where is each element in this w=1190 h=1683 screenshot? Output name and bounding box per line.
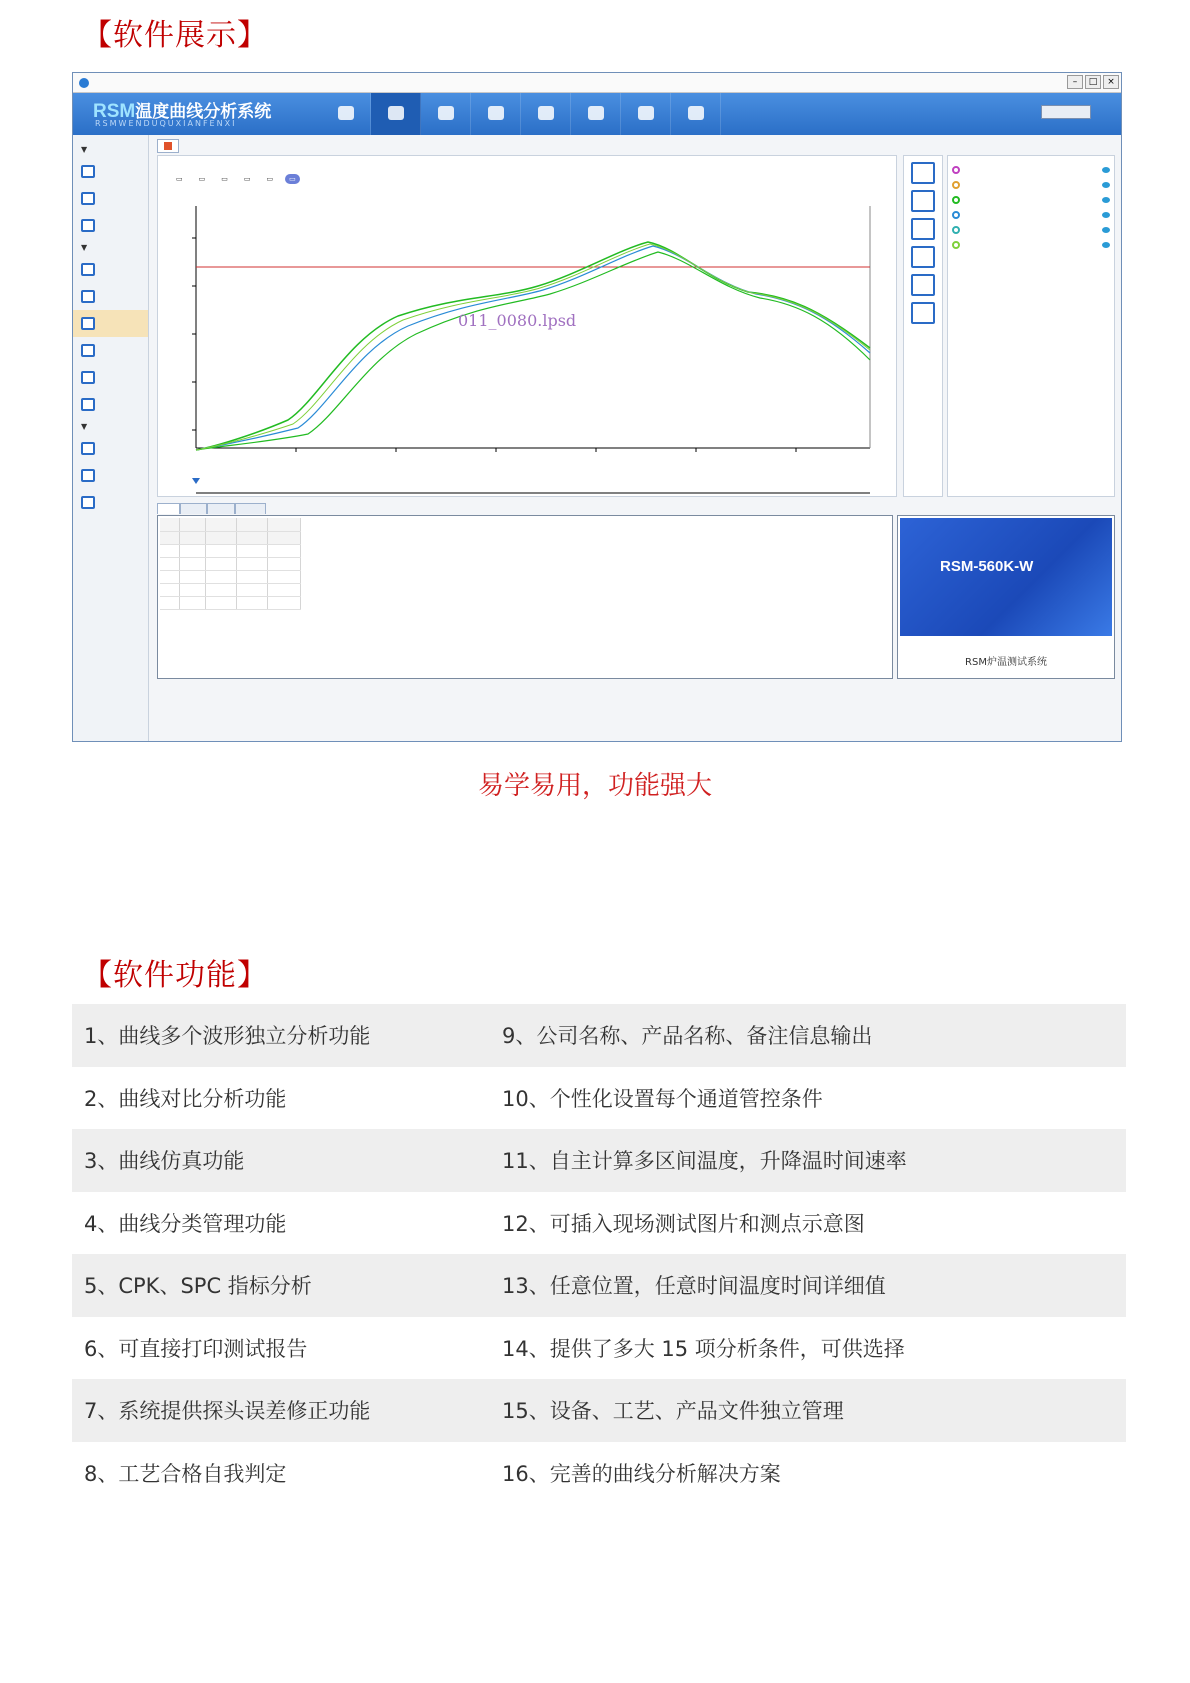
table-row[interactable]: [160, 570, 300, 583]
screenshot-caption: 易学易用，功能强大: [477, 771, 712, 801]
toolbar-icon: [388, 106, 404, 120]
legend-row[interactable]: [952, 237, 1110, 252]
brand-name: 温度曲线分析系统: [135, 102, 272, 121]
toolbar-button-8[interactable]: [671, 93, 721, 135]
brand-subtitle: RSMWENDUQUXIANFENXI: [95, 119, 237, 128]
minimize-icon[interactable]: –: [1067, 75, 1083, 89]
toolbar-button-1[interactable]: [321, 93, 371, 135]
window-controls: [1067, 75, 1119, 89]
toolbar-button-5[interactable]: [521, 93, 571, 135]
result-table: [160, 518, 301, 610]
feature-item: 12、可插入现场测试图片和测点示意图: [502, 1211, 865, 1236]
sidebar-item[interactable]: [73, 364, 148, 391]
sidebar-item[interactable]: [73, 256, 148, 283]
main-area: [153, 135, 1115, 741]
chart-tool[interactable]: ▭: [176, 175, 183, 183]
file-label: 011_0080.lpsd: [458, 311, 577, 330]
chart-toolrow: [172, 174, 300, 184]
sidebar-item-active[interactable]: [73, 310, 148, 337]
result-tab[interactable]: [207, 503, 234, 514]
sidebar-item[interactable]: [73, 212, 148, 239]
toolbar-icon: [488, 106, 504, 120]
chart-tool[interactable]: ▭: [266, 175, 274, 183]
toolbar-icon: [638, 106, 654, 120]
sidebar-icon: [81, 344, 95, 357]
feature-item: 4、曲线分类管理功能: [84, 1211, 287, 1236]
table-row[interactable]: [160, 583, 300, 596]
result-tab[interactable]: [180, 503, 207, 514]
toolbar-button-3[interactable]: [421, 93, 471, 135]
table-row[interactable]: [160, 557, 300, 570]
maximize-icon[interactable]: □: [1085, 75, 1101, 89]
device-name: RSM-560K-W: [940, 558, 1034, 575]
sidebar-group: ▼: [81, 145, 88, 154]
device-panel: [897, 515, 1115, 679]
chart-tool[interactable]: ▭: [243, 175, 251, 183]
sidebar-icon: [81, 317, 95, 330]
sidebar-item[interactable]: [73, 158, 148, 185]
curve-legend-panel: [947, 155, 1115, 497]
toolbar-icon: [438, 106, 454, 120]
device-photo: [900, 518, 1112, 636]
feature-item: 9、公司名称、产品名称、备注信息输出: [502, 1024, 873, 1049]
series-dot-icon: [952, 166, 960, 174]
feature-row: [72, 1442, 1126, 1505]
feature-item: 8、工艺合格自我判定: [84, 1461, 287, 1486]
result-tabs: [157, 503, 266, 514]
eye-icon[interactable]: [1102, 182, 1110, 188]
sidebar-item[interactable]: [73, 435, 148, 462]
sidebar-icon: [81, 469, 95, 482]
sidebar-icon: [81, 442, 95, 455]
feature-row: [72, 1192, 1126, 1255]
legend-row[interactable]: [952, 222, 1110, 237]
feature-item: 6、可直接打印测试报告: [84, 1336, 308, 1361]
features-grid: [72, 1004, 1126, 1504]
result-table-panel: [157, 515, 893, 679]
legend-row[interactable]: [952, 192, 1110, 207]
chart-tool[interactable]: ▭: [198, 175, 206, 183]
software-screenshot: [72, 72, 1122, 742]
document-tab[interactable]: [157, 139, 179, 153]
feature-item: 11、自主计算多区间温度，升降温时间速率: [502, 1149, 907, 1174]
series-dot-icon: [952, 181, 960, 189]
sidebar-item[interactable]: [73, 185, 148, 212]
feature-row: [72, 1317, 1126, 1380]
feature-item: 3、曲线仿真功能: [84, 1149, 245, 1174]
sidebar-item[interactable]: [73, 489, 148, 516]
feature-item: 2、曲线对比分析功能: [84, 1086, 287, 1111]
curve-tool-icon[interactable]: [911, 190, 935, 212]
sidebar-group: ▼: [81, 243, 88, 252]
eye-icon[interactable]: [1102, 227, 1110, 233]
feature-item: 16、完善的曲线分析解决方案: [502, 1461, 781, 1486]
curve-1[interactable]: [196, 242, 870, 450]
window-titlebar: [73, 73, 1121, 93]
app-body: [73, 135, 1121, 741]
toolbar-button-7[interactable]: [621, 93, 671, 135]
table-row[interactable]: [160, 544, 300, 557]
feature-item: 5、CPK、SPC 指标分析: [84, 1274, 312, 1299]
chart-tool-active[interactable]: ▭: [285, 174, 300, 184]
feature-row: [72, 1067, 1126, 1130]
curve-tool-icon[interactable]: [911, 246, 935, 268]
x-ticks: [296, 448, 796, 452]
feature-row: [72, 1254, 1126, 1317]
feature-item: 14、提供了多大 15 项分析条件，可供选择: [502, 1336, 905, 1361]
eye-icon[interactable]: [1102, 197, 1110, 203]
result-tab[interactable]: [235, 503, 267, 514]
legend-row[interactable]: [952, 162, 1110, 177]
sidebar-icon: [81, 192, 95, 205]
table-row[interactable]: [160, 596, 300, 609]
curve-tool-icon[interactable]: [911, 162, 935, 184]
sidebar-item[interactable]: [73, 462, 148, 489]
feature-item: 7、系统提供探头误差修正功能: [84, 1399, 371, 1424]
app-header: [73, 93, 1121, 135]
curve-tool-icon[interactable]: [911, 274, 935, 296]
eye-icon[interactable]: [1102, 167, 1110, 173]
toolbar-icon: [338, 106, 354, 120]
eye-icon[interactable]: [1102, 242, 1110, 248]
sidebar-item[interactable]: [73, 391, 148, 418]
series-dot-icon: [952, 196, 960, 204]
sidebar-icon: [81, 263, 95, 276]
chart-tool[interactable]: ▭: [221, 175, 228, 183]
feature-item: 13、任意位置，任意时间温度时间详细值: [502, 1274, 886, 1299]
feature-item: 1、曲线多个波形独立分析功能: [84, 1024, 371, 1049]
feature-item: 15、设备、工艺、产品文件独立管理: [502, 1399, 844, 1424]
section-title-display: 【软件展示】: [82, 18, 268, 53]
feature-row: [72, 1379, 1126, 1442]
curve-tools-panel: [903, 155, 943, 497]
legend-row[interactable]: [952, 177, 1110, 192]
curve-tool-icon[interactable]: [911, 302, 935, 324]
curve-chart-panel: [157, 155, 897, 497]
gear-icon: [538, 106, 554, 120]
app-logo-icon: [79, 78, 89, 88]
feature-row: [72, 1129, 1126, 1192]
section-title-features: 【软件功能】: [82, 958, 268, 993]
main-toolbar: [321, 93, 721, 135]
sidebar-icon: [81, 398, 95, 411]
sidebar-group: ▼: [81, 422, 88, 431]
sidebar-icon: [81, 371, 95, 384]
printer-icon: [81, 496, 95, 509]
result-tab[interactable]: [157, 503, 180, 514]
curve-tool-icon[interactable]: [911, 218, 935, 240]
feature-row: [72, 1004, 1126, 1067]
close-tab-icon[interactable]: [164, 142, 172, 150]
brand-rsm: RSM: [93, 101, 136, 122]
y-ticks: [192, 238, 196, 430]
sidebar-item[interactable]: [73, 337, 148, 364]
feature-item: 10、个性化设置每个通道管控条件: [502, 1086, 823, 1111]
legend-row[interactable]: [952, 207, 1110, 222]
eye-icon[interactable]: [1102, 212, 1110, 218]
close-icon[interactable]: ×: [1103, 75, 1119, 89]
toolbar-button-4[interactable]: [471, 93, 521, 135]
sidebar-icon: [81, 219, 95, 232]
series-dot-icon: [952, 241, 960, 249]
device-label: RSM炉温测试系统: [965, 657, 1047, 668]
temperature-curve-plot[interactable]: [158, 188, 898, 498]
language-select[interactable]: [1041, 105, 1091, 119]
sidebar-icon: [81, 290, 95, 303]
sidebar-item[interactable]: [73, 283, 148, 310]
help-icon: [688, 106, 704, 120]
start-marker[interactable]: [192, 478, 200, 484]
curve-3[interactable]: [196, 252, 870, 450]
series-dot-icon: [952, 226, 960, 234]
curve-4[interactable]: [196, 244, 870, 450]
sidebar-icon: [81, 165, 95, 178]
toolbar-button-6[interactable]: [571, 93, 621, 135]
toolbar-button-2[interactable]: [371, 93, 421, 135]
series-dot-icon: [952, 211, 960, 219]
sidebar: [73, 135, 149, 741]
curve-2[interactable]: [196, 246, 870, 450]
toolbar-icon: [588, 106, 604, 120]
